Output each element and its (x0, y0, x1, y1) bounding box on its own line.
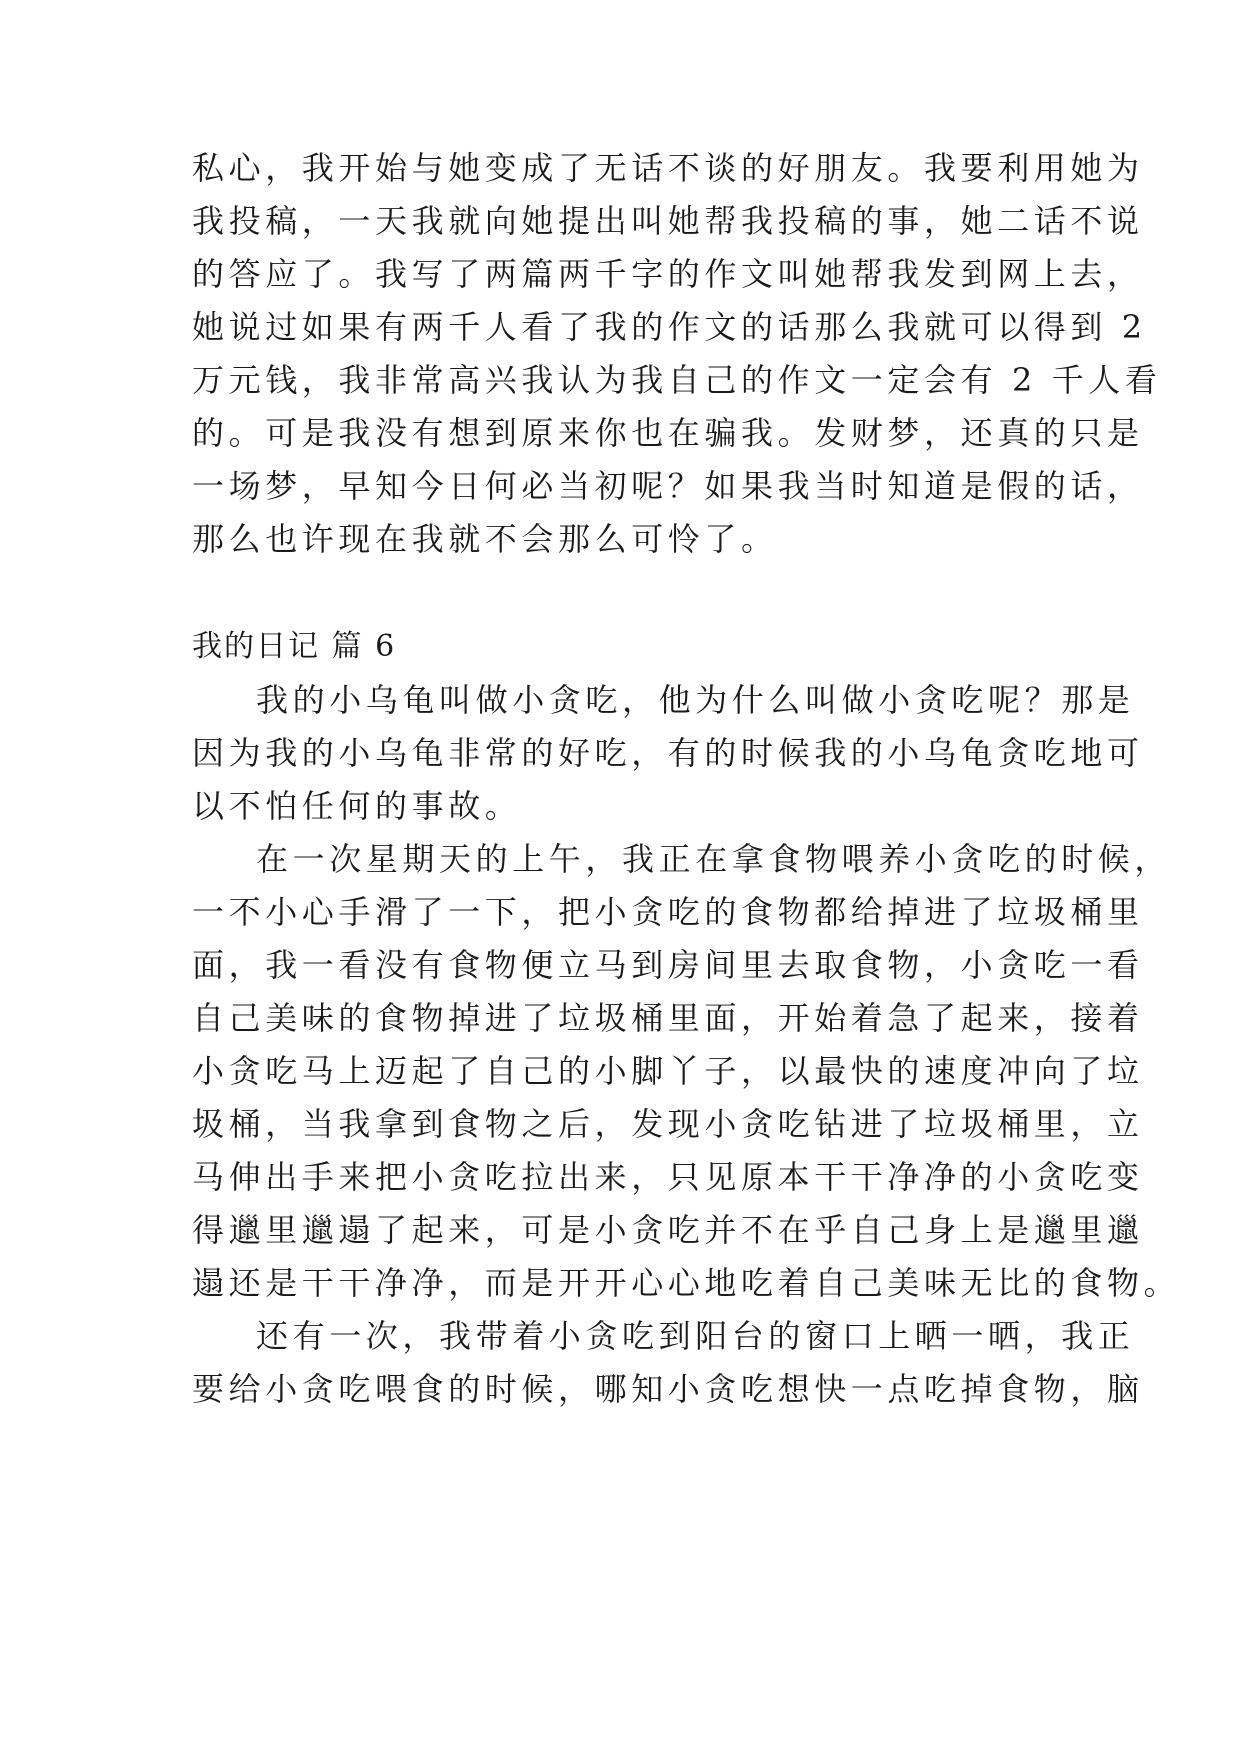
paragraph-1-line-3: 的答应了。我写了两篇两千字的作文叫她帮我发到网上去， (192, 255, 1144, 293)
paragraph-1-line-5: 万元钱，我非常高兴我认为我自己的作文一定会有 2 千人看 (192, 361, 1162, 399)
paragraph-2-line-2: 因为我的小乌龟非常的好吃，有的时候我的小乌龟贪吃地可 (192, 734, 1144, 772)
paragraph-3-line-4: 自己美味的食物掉进了垃圾桶里面，开始着急了起来，接着 (192, 999, 1144, 1037)
paragraph-3-line-7: 马伸出手来把小贪吃拉出来，只见原本干干净净的小贪吃变 (192, 1158, 1144, 1196)
paragraph-1-line-7: 一场梦，早知今日何必当初呢？如果我当时知道是假的话， (192, 467, 1144, 505)
paragraph-1-line-6: 的。可是我没有想到原来你也在骗我。发财梦，还真的只是 (192, 414, 1144, 452)
paragraph-3-line-9: 遢还是干干净净，而是开开心心地吃着自己美味无比的食物。 (192, 1264, 1181, 1302)
paragraph-3-line-5: 小贪吃马上迈起了自己的小脚丫子，以最快的速度冲向了垃 (192, 1052, 1144, 1090)
section-heading: 我的日记 篇 6 (192, 629, 397, 664)
paragraph-1-line-2: 我投稿，一天我就向她提出叫她帮我投稿的事，她二话不说 (192, 202, 1144, 240)
paragraph-1-line-4: 她说过如果有两千人看了我的作文的话那么我就可以得到 2 (192, 308, 1147, 346)
paragraph-3-line-8: 得邋里邋遢了起来，可是小贪吃并不在乎自己身上是邋里邋 (192, 1211, 1144, 1249)
paragraph-1-line-8: 那么也许现在我就不会那么可怜了。 (192, 520, 778, 558)
paragraph-2-line-3: 以不怕任何的事故。 (192, 787, 522, 825)
paragraph-2-line-1: 我的小乌龟叫做小贪吃，他为什么叫做小贪吃呢？那是 (256, 681, 1135, 719)
paragraph-3-line-2: 一不小心手滑了一下，把小贪吃的食物都给掉进了垃圾桶里 (192, 893, 1144, 931)
paragraph-3-line-1: 在一次星期天的上午，我正在拿食物喂养小贪吃的时候， (256, 840, 1172, 878)
paragraph-4-line-1: 还有一次，我带着小贪吃到阳台的窗口上晒一晒，我正 (256, 1317, 1135, 1355)
paragraph-3-line-6: 圾桶，当我拿到食物之后，发现小贪吃钻进了垃圾桶里，立 (192, 1105, 1144, 1143)
paragraph-3-line-3: 面，我一看没有食物便立马到房间里去取食物，小贪吃一看 (192, 946, 1144, 984)
paragraph-1-line-1: 私心，我开始与她变成了无话不谈的好朋友。我要利用她为 (192, 149, 1144, 187)
paragraph-4-line-2: 要给小贪吃喂食的时候，哪知小贪吃想快一点吃掉食物，脑 (192, 1370, 1144, 1408)
